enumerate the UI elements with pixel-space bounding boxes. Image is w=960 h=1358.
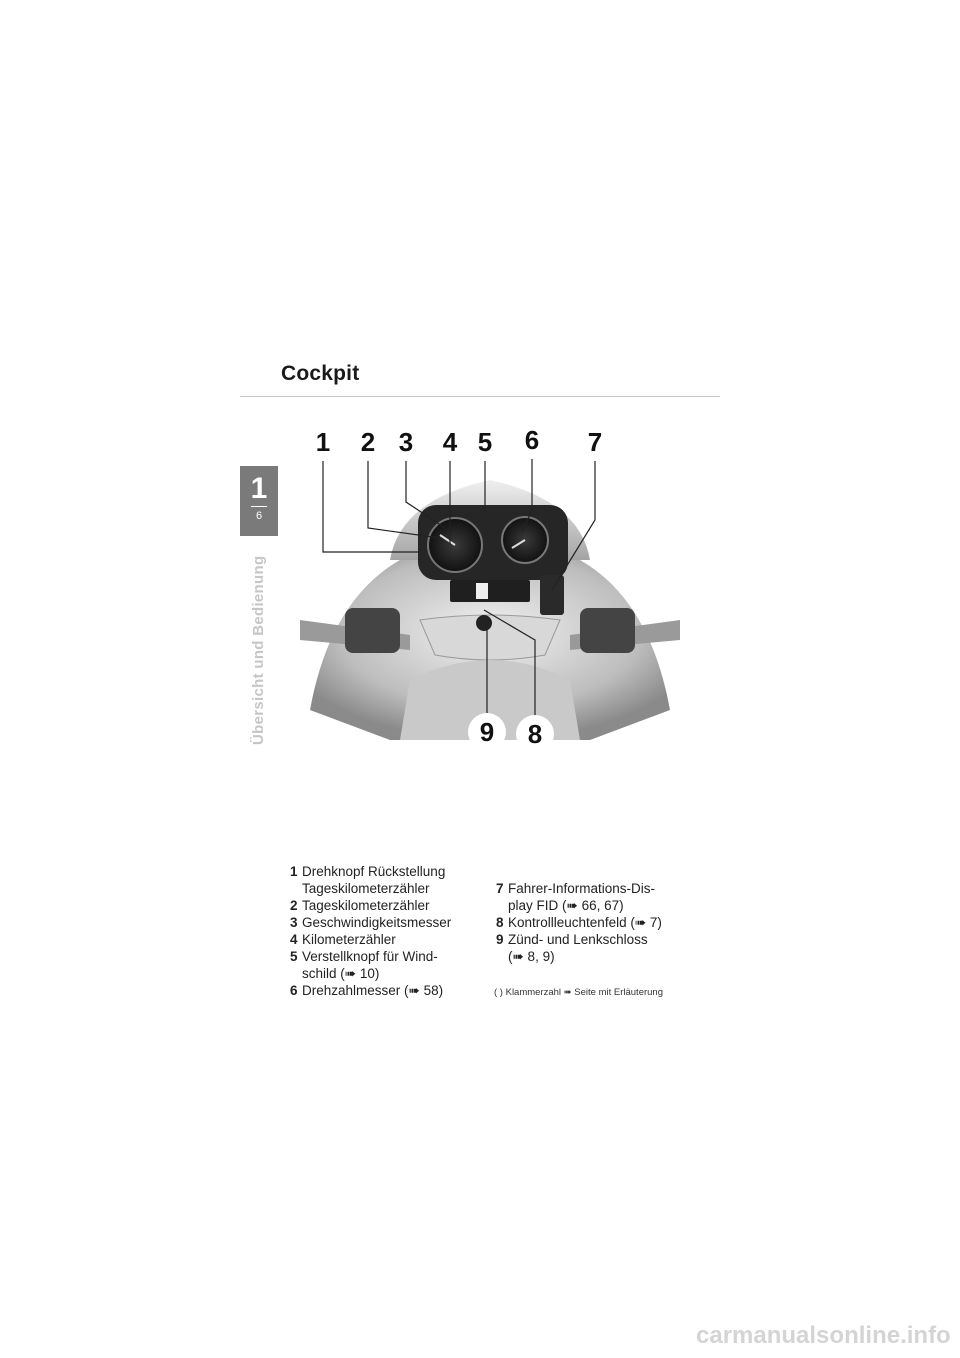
legend-item: 7 Fahrer-Informations-Dis- play FID (➠ 66, 67) — [496, 881, 656, 913]
cockpit-figure — [290, 410, 690, 750]
legend-footnote: ( ) Klammerzahl ➠ Seite mit Erläuterung — [494, 987, 663, 998]
warning-light-panel — [450, 580, 530, 602]
chapter-divider — [251, 506, 267, 507]
callout-5: 5 — [466, 423, 504, 461]
ignition-lock-shape — [476, 615, 492, 631]
callout-6: 6 — [513, 421, 551, 459]
cockpit-illustration — [290, 410, 690, 750]
callout-2: 2 — [349, 423, 387, 461]
legend-item: 5 Verstellknopf für Wind- schild (➠ 10) — [290, 949, 438, 981]
chapter-side-label: Übersicht und Bedienung — [250, 555, 267, 745]
legend-item: 6 Drehzahlmesser (➠ 58) — [290, 983, 444, 998]
legend-item: 3 Geschwindigkeitsmesser — [290, 915, 452, 930]
callout-4: 4 — [431, 423, 469, 461]
chapter-number: 1 — [250, 472, 268, 505]
title-divider — [240, 396, 720, 397]
callout-7: 7 — [576, 423, 614, 461]
legend-item: 1 Drehknopf Rückstellung Tageskilometerzähler — [290, 864, 446, 896]
callout-8: 8 — [516, 715, 554, 753]
fid-display — [540, 575, 564, 615]
legend-item: 2 Tageskilometerzähler — [290, 898, 430, 913]
left-switch-housing — [345, 608, 400, 653]
page-title: Cockpit — [281, 362, 360, 385]
page-number: 6 — [255, 510, 263, 522]
right-switch-housing — [580, 608, 635, 653]
legend-item: 4 Kilometerzähler — [290, 932, 396, 947]
watermark: carmanualsonline.info — [696, 1322, 951, 1349]
callout-9: 9 — [468, 713, 506, 751]
chapter-tab — [240, 466, 278, 536]
legend-left — [290, 863, 480, 999]
legend-item: 9 Zünd- und Lenkschloss (➠ 8, 9) — [496, 932, 648, 964]
callout-3: 3 — [387, 423, 425, 461]
legend-item: 8 Kontrollleuchtenfeld (➠ 7) — [496, 915, 662, 930]
legend-right — [496, 880, 696, 965]
callout-1: 1 — [304, 423, 342, 461]
